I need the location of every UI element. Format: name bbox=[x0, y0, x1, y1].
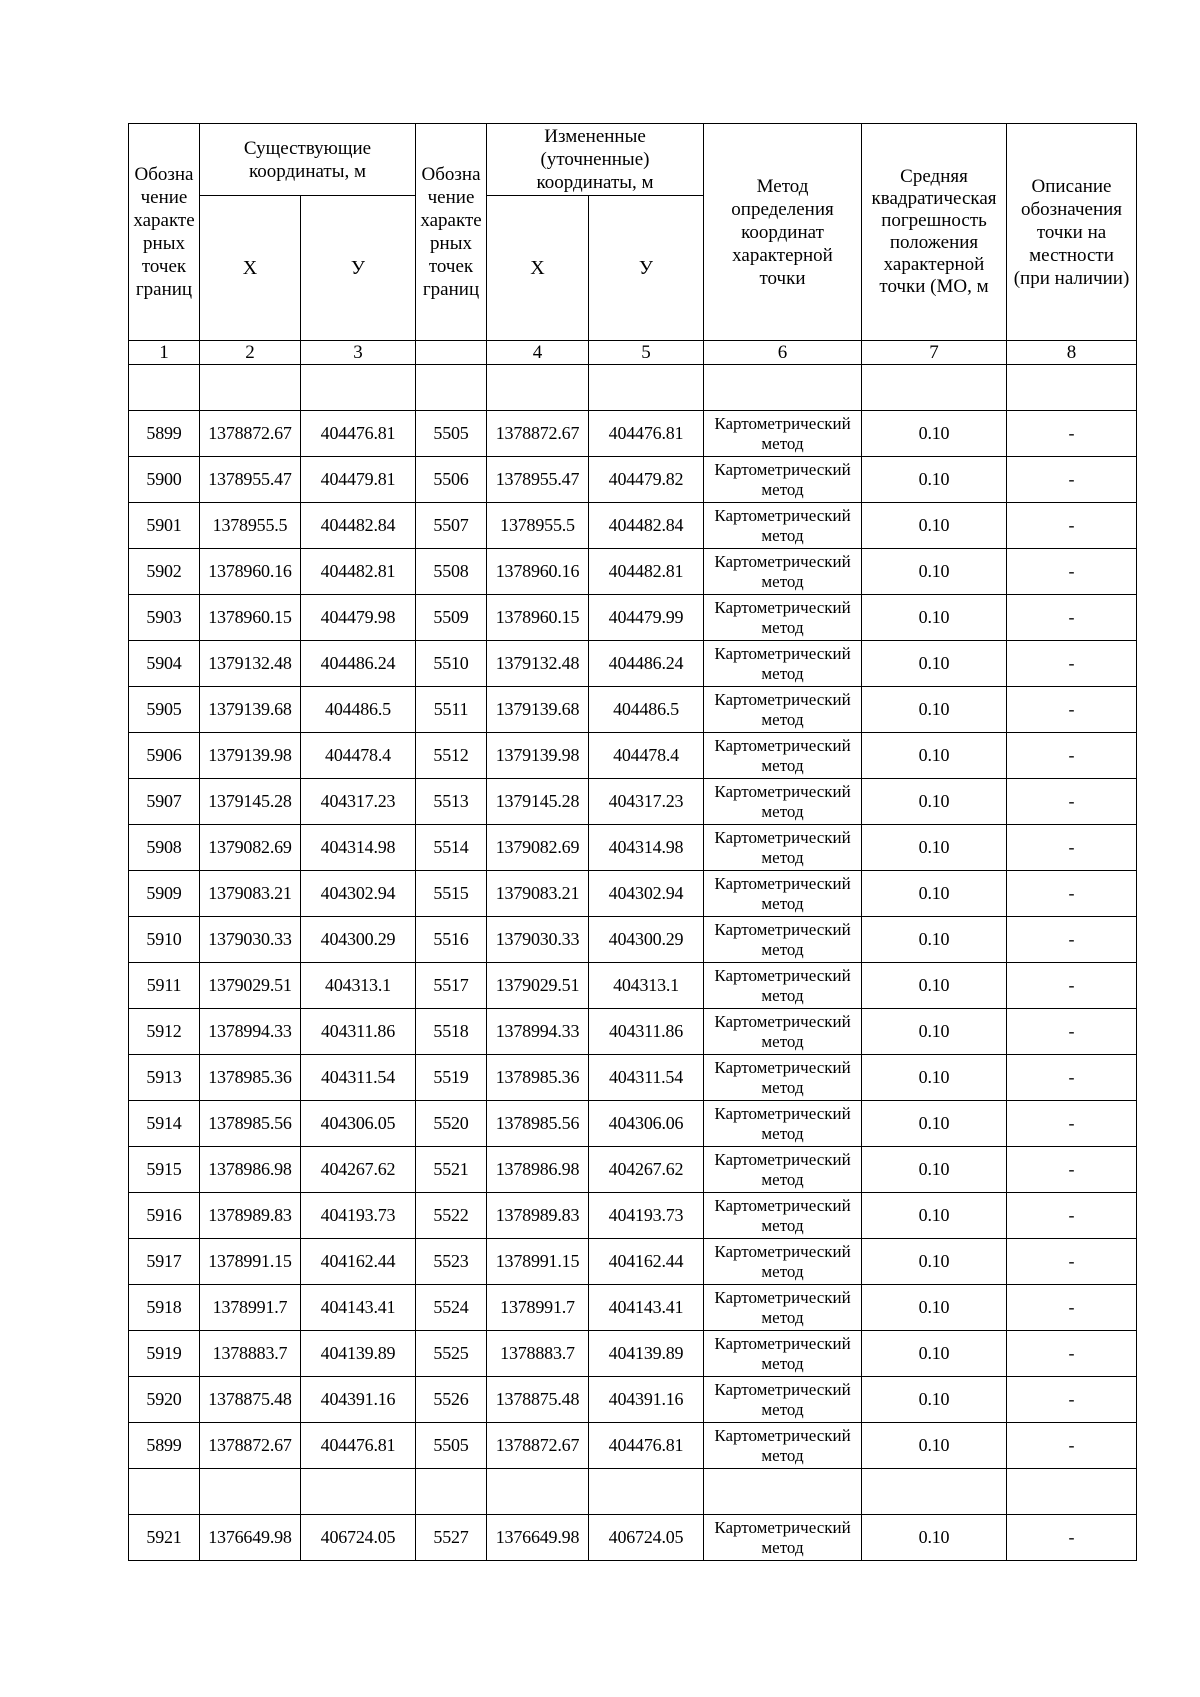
existing-x-value: 1378994.33 bbox=[200, 1009, 301, 1055]
column-number: 8 bbox=[1007, 341, 1137, 365]
header-existing-x: X bbox=[200, 196, 301, 341]
method-value: Картометрический метод bbox=[704, 1147, 862, 1193]
changed-x-value: 1378960.15 bbox=[487, 595, 589, 641]
point-number: 5904 bbox=[129, 641, 200, 687]
header-changed-coordinates: Измененные (уточненные) координаты, м bbox=[487, 124, 704, 196]
section-separator-row bbox=[129, 365, 1137, 411]
mean-error-value: 0.10 bbox=[862, 733, 1007, 779]
changed-y-value: 404302.94 bbox=[589, 871, 704, 917]
empty-cell bbox=[487, 365, 589, 411]
changed-y-value: 404476.81 bbox=[589, 411, 704, 457]
point-number: 5910 bbox=[129, 917, 200, 963]
description-value: - bbox=[1007, 1055, 1137, 1101]
changed-x-value: 1376649.98 bbox=[487, 1515, 589, 1561]
mean-error-value: 0.10 bbox=[862, 963, 1007, 1009]
existing-y-value: 404486.5 bbox=[301, 687, 416, 733]
table-row bbox=[129, 549, 1137, 595]
changed-point-number: 5519 bbox=[416, 1055, 487, 1101]
table-row bbox=[129, 1009, 1137, 1055]
description-value: - bbox=[1007, 1193, 1137, 1239]
table-row bbox=[129, 917, 1137, 963]
existing-y-value: 404143.41 bbox=[301, 1285, 416, 1331]
existing-x-value: 1379082.69 bbox=[200, 825, 301, 871]
changed-x-value: 1378985.36 bbox=[487, 1055, 589, 1101]
changed-y-value: 404306.06 bbox=[589, 1101, 704, 1147]
mean-error-value: 0.10 bbox=[862, 1239, 1007, 1285]
changed-x-value: 1378994.33 bbox=[487, 1009, 589, 1055]
header-method: Метод определения координат характерной точки bbox=[704, 124, 862, 341]
changed-x-value: 1378872.67 bbox=[487, 1423, 589, 1469]
changed-x-value: 1379029.51 bbox=[487, 963, 589, 1009]
table-row bbox=[129, 1331, 1137, 1377]
changed-point-number: 5518 bbox=[416, 1009, 487, 1055]
method-value: Картометрический метод bbox=[704, 1009, 862, 1055]
table-row bbox=[129, 503, 1137, 549]
method-value: Картометрический метод bbox=[704, 733, 862, 779]
description-value: - bbox=[1007, 963, 1137, 1009]
existing-y-value: 404314.98 bbox=[301, 825, 416, 871]
existing-x-value: 1376649.98 bbox=[200, 1515, 301, 1561]
description-value: - bbox=[1007, 1239, 1137, 1285]
header-description: Описание обозначения точки на местности (при наличии) bbox=[1007, 124, 1137, 341]
empty-cell bbox=[862, 365, 1007, 411]
point-number: 5902 bbox=[129, 549, 200, 595]
description-value: - bbox=[1007, 687, 1137, 733]
description-value: - bbox=[1007, 1101, 1137, 1147]
existing-x-value: 1378991.15 bbox=[200, 1239, 301, 1285]
existing-y-value: 404482.81 bbox=[301, 549, 416, 595]
point-number: 5909 bbox=[129, 871, 200, 917]
changed-y-value: 404317.23 bbox=[589, 779, 704, 825]
changed-y-value: 406724.05 bbox=[589, 1515, 704, 1561]
existing-y-value: 404139.89 bbox=[301, 1331, 416, 1377]
existing-y-value: 404311.54 bbox=[301, 1055, 416, 1101]
changed-x-value: 1379082.69 bbox=[487, 825, 589, 871]
mean-error-value: 0.10 bbox=[862, 687, 1007, 733]
changed-point-number: 5524 bbox=[416, 1285, 487, 1331]
changed-x-value: 1378883.7 bbox=[487, 1331, 589, 1377]
description-value: - bbox=[1007, 1147, 1137, 1193]
existing-x-value: 1378986.98 bbox=[200, 1147, 301, 1193]
existing-x-value: 1378960.15 bbox=[200, 595, 301, 641]
existing-x-value: 1379030.33 bbox=[200, 917, 301, 963]
mean-error-value: 0.10 bbox=[862, 1331, 1007, 1377]
empty-cell bbox=[589, 1469, 704, 1515]
table-row bbox=[129, 871, 1137, 917]
empty-cell bbox=[200, 1469, 301, 1515]
changed-y-value: 404479.99 bbox=[589, 595, 704, 641]
changed-point-number: 5523 bbox=[416, 1239, 487, 1285]
method-value: Картометрический метод bbox=[704, 411, 862, 457]
method-value: Картометрический метод bbox=[704, 963, 862, 1009]
changed-y-value: 404162.44 bbox=[589, 1239, 704, 1285]
header-point-designation-changed: Обозна чение характе рных точек границ bbox=[416, 124, 487, 341]
empty-cell bbox=[416, 365, 487, 411]
table-row bbox=[129, 1101, 1137, 1147]
point-number: 5900 bbox=[129, 457, 200, 503]
header-existing-y: У bbox=[301, 196, 416, 341]
changed-point-number: 5516 bbox=[416, 917, 487, 963]
changed-point-number: 5505 bbox=[416, 411, 487, 457]
method-value: Картометрический метод bbox=[704, 687, 862, 733]
method-value: Картометрический метод bbox=[704, 1515, 862, 1561]
method-value: Картометрический метод bbox=[704, 1377, 862, 1423]
existing-x-value: 1378985.56 bbox=[200, 1101, 301, 1147]
header-point-designation: Обозна чение характе рных точек границ bbox=[129, 124, 200, 341]
point-number: 5911 bbox=[129, 963, 200, 1009]
changed-point-number: 5510 bbox=[416, 641, 487, 687]
description-value: - bbox=[1007, 641, 1137, 687]
changed-x-value: 1378872.67 bbox=[487, 411, 589, 457]
changed-y-value: 404311.54 bbox=[589, 1055, 704, 1101]
header-existing-coordinates: Существующие координаты, м bbox=[200, 124, 416, 196]
changed-point-number: 5513 bbox=[416, 779, 487, 825]
changed-x-value: 1378986.98 bbox=[487, 1147, 589, 1193]
mean-error-value: 0.10 bbox=[862, 1055, 1007, 1101]
mean-error-value: 0.10 bbox=[862, 779, 1007, 825]
description-value: - bbox=[1007, 1515, 1137, 1561]
empty-cell bbox=[704, 365, 862, 411]
column-number: 2 bbox=[200, 341, 301, 365]
table-row bbox=[129, 1239, 1137, 1285]
empty-cell bbox=[862, 1469, 1007, 1515]
changed-x-value: 1379145.28 bbox=[487, 779, 589, 825]
existing-x-value: 1379139.98 bbox=[200, 733, 301, 779]
description-value: - bbox=[1007, 411, 1137, 457]
existing-y-value: 404317.23 bbox=[301, 779, 416, 825]
method-value: Картометрический метод bbox=[704, 871, 862, 917]
changed-y-value: 404482.84 bbox=[589, 503, 704, 549]
column-number: 4 bbox=[487, 341, 589, 365]
mean-error-value: 0.10 bbox=[862, 1101, 1007, 1147]
point-number: 5912 bbox=[129, 1009, 200, 1055]
existing-y-value: 404302.94 bbox=[301, 871, 416, 917]
mean-error-value: 0.10 bbox=[862, 503, 1007, 549]
mean-error-value: 0.10 bbox=[862, 1515, 1007, 1561]
table-row bbox=[129, 1193, 1137, 1239]
mean-error-value: 0.10 bbox=[862, 917, 1007, 963]
changed-x-value: 1379139.68 bbox=[487, 687, 589, 733]
changed-x-value: 1378960.16 bbox=[487, 549, 589, 595]
point-number: 5913 bbox=[129, 1055, 200, 1101]
point-number: 5916 bbox=[129, 1193, 200, 1239]
changed-x-value: 1379139.98 bbox=[487, 733, 589, 779]
description-value: - bbox=[1007, 917, 1137, 963]
changed-y-value: 404313.1 bbox=[589, 963, 704, 1009]
column-number: 7 bbox=[862, 341, 1007, 365]
header-changed-y: У bbox=[589, 196, 704, 341]
existing-y-value: 404476.81 bbox=[301, 411, 416, 457]
mean-error-value: 0.10 bbox=[862, 549, 1007, 595]
method-value: Картометрический метод bbox=[704, 1423, 862, 1469]
empty-cell bbox=[589, 365, 704, 411]
existing-x-value: 1378875.48 bbox=[200, 1377, 301, 1423]
mean-error-value: 0.10 bbox=[862, 1285, 1007, 1331]
changed-point-number: 5520 bbox=[416, 1101, 487, 1147]
changed-point-number: 5514 bbox=[416, 825, 487, 871]
table-row bbox=[129, 1515, 1137, 1561]
changed-point-number: 5525 bbox=[416, 1331, 487, 1377]
changed-point-number: 5508 bbox=[416, 549, 487, 595]
point-number: 5920 bbox=[129, 1377, 200, 1423]
changed-point-number: 5522 bbox=[416, 1193, 487, 1239]
method-value: Картометрический метод bbox=[704, 825, 862, 871]
method-value: Картометрический метод bbox=[704, 503, 862, 549]
existing-y-value: 404478.4 bbox=[301, 733, 416, 779]
table-row bbox=[129, 825, 1137, 871]
empty-cell bbox=[487, 1469, 589, 1515]
point-number: 5901 bbox=[129, 503, 200, 549]
description-value: - bbox=[1007, 825, 1137, 871]
description-value: - bbox=[1007, 1009, 1137, 1055]
table-row bbox=[129, 779, 1137, 825]
changed-point-number: 5509 bbox=[416, 595, 487, 641]
mean-error-value: 0.10 bbox=[862, 1009, 1007, 1055]
changed-x-value: 1379083.21 bbox=[487, 871, 589, 917]
changed-x-value: 1379030.33 bbox=[487, 917, 589, 963]
changed-x-value: 1378955.5 bbox=[487, 503, 589, 549]
empty-cell bbox=[416, 1469, 487, 1515]
description-value: - bbox=[1007, 549, 1137, 595]
changed-y-value: 404143.41 bbox=[589, 1285, 704, 1331]
mean-error-value: 0.10 bbox=[862, 871, 1007, 917]
existing-x-value: 1379083.21 bbox=[200, 871, 301, 917]
point-number: 5918 bbox=[129, 1285, 200, 1331]
table-row bbox=[129, 687, 1137, 733]
changed-y-value: 404482.81 bbox=[589, 549, 704, 595]
changed-x-value: 1378991.15 bbox=[487, 1239, 589, 1285]
empty-cell bbox=[200, 365, 301, 411]
existing-x-value: 1379132.48 bbox=[200, 641, 301, 687]
existing-y-value: 404313.1 bbox=[301, 963, 416, 1009]
changed-y-value: 404391.16 bbox=[589, 1377, 704, 1423]
column-numbers-row bbox=[129, 341, 1137, 365]
method-value: Картометрический метод bbox=[704, 1193, 862, 1239]
mean-error-value: 0.10 bbox=[862, 825, 1007, 871]
mean-error-value: 0.10 bbox=[862, 411, 1007, 457]
point-number: 5906 bbox=[129, 733, 200, 779]
point-number: 5915 bbox=[129, 1147, 200, 1193]
existing-y-value: 404193.73 bbox=[301, 1193, 416, 1239]
changed-point-number: 5512 bbox=[416, 733, 487, 779]
column-number: 1 bbox=[129, 341, 200, 365]
method-value: Картометрический метод bbox=[704, 1331, 862, 1377]
changed-y-value: 404476.81 bbox=[589, 1423, 704, 1469]
point-number: 5907 bbox=[129, 779, 200, 825]
changed-x-value: 1378955.47 bbox=[487, 457, 589, 503]
existing-x-value: 1379139.68 bbox=[200, 687, 301, 733]
changed-point-number: 5517 bbox=[416, 963, 487, 1009]
existing-y-value: 404391.16 bbox=[301, 1377, 416, 1423]
existing-x-value: 1378872.67 bbox=[200, 1423, 301, 1469]
changed-point-number: 5526 bbox=[416, 1377, 487, 1423]
table-row bbox=[129, 1377, 1137, 1423]
description-value: - bbox=[1007, 457, 1137, 503]
changed-y-value: 404267.62 bbox=[589, 1147, 704, 1193]
changed-y-value: 404486.5 bbox=[589, 687, 704, 733]
column-number bbox=[416, 341, 487, 365]
existing-y-value: 404476.81 bbox=[301, 1423, 416, 1469]
method-value: Картометрический метод bbox=[704, 457, 862, 503]
changed-y-value: 404479.82 bbox=[589, 457, 704, 503]
existing-x-value: 1379029.51 bbox=[200, 963, 301, 1009]
changed-point-number: 5511 bbox=[416, 687, 487, 733]
empty-cell bbox=[129, 1469, 200, 1515]
changed-x-value: 1379132.48 bbox=[487, 641, 589, 687]
description-value: - bbox=[1007, 503, 1137, 549]
empty-cell bbox=[301, 365, 416, 411]
changed-x-value: 1378875.48 bbox=[487, 1377, 589, 1423]
changed-y-value: 404314.98 bbox=[589, 825, 704, 871]
changed-point-number: 5521 bbox=[416, 1147, 487, 1193]
changed-y-value: 404139.89 bbox=[589, 1331, 704, 1377]
method-value: Картометрический метод bbox=[704, 1101, 862, 1147]
header-row-top bbox=[129, 124, 1137, 196]
method-value: Картометрический метод bbox=[704, 595, 862, 641]
coordinates-table bbox=[128, 123, 1137, 1561]
column-number: 5 bbox=[589, 341, 704, 365]
point-number: 5919 bbox=[129, 1331, 200, 1377]
empty-cell bbox=[704, 1469, 862, 1515]
table-row bbox=[129, 1285, 1137, 1331]
existing-y-value: 406724.05 bbox=[301, 1515, 416, 1561]
mean-error-value: 0.10 bbox=[862, 1423, 1007, 1469]
table-row bbox=[129, 595, 1137, 641]
table-header bbox=[129, 124, 1137, 365]
table-row bbox=[129, 641, 1137, 687]
existing-y-value: 404267.62 bbox=[301, 1147, 416, 1193]
method-value: Картометрический метод bbox=[704, 1285, 862, 1331]
existing-y-value: 404306.05 bbox=[301, 1101, 416, 1147]
header-changed-x: X bbox=[487, 196, 589, 341]
method-value: Картометрический метод bbox=[704, 549, 862, 595]
changed-point-number: 5505 bbox=[416, 1423, 487, 1469]
mean-error-value: 0.10 bbox=[862, 595, 1007, 641]
point-number: 5914 bbox=[129, 1101, 200, 1147]
existing-y-value: 404162.44 bbox=[301, 1239, 416, 1285]
description-value: - bbox=[1007, 1377, 1137, 1423]
changed-y-value: 404486.24 bbox=[589, 641, 704, 687]
existing-y-value: 404479.81 bbox=[301, 457, 416, 503]
existing-x-value: 1378883.7 bbox=[200, 1331, 301, 1377]
header-mean-error: Средняя квадратическая погрешность положения характерной точки (МО, м bbox=[862, 124, 1007, 341]
changed-x-value: 1378991.7 bbox=[487, 1285, 589, 1331]
existing-x-value: 1378985.36 bbox=[200, 1055, 301, 1101]
existing-x-value: 1378955.47 bbox=[200, 457, 301, 503]
existing-x-value: 1378955.5 bbox=[200, 503, 301, 549]
method-value: Картометрический метод bbox=[704, 1239, 862, 1285]
point-number: 5903 bbox=[129, 595, 200, 641]
changed-y-value: 404300.29 bbox=[589, 917, 704, 963]
changed-x-value: 1378985.56 bbox=[487, 1101, 589, 1147]
existing-x-value: 1378989.83 bbox=[200, 1193, 301, 1239]
empty-cell bbox=[301, 1469, 416, 1515]
description-value: - bbox=[1007, 733, 1137, 779]
mean-error-value: 0.10 bbox=[862, 1193, 1007, 1239]
changed-point-number: 5506 bbox=[416, 457, 487, 503]
empty-cell bbox=[129, 365, 200, 411]
existing-y-value: 404311.86 bbox=[301, 1009, 416, 1055]
table-row bbox=[129, 411, 1137, 457]
table-row bbox=[129, 1055, 1137, 1101]
existing-y-value: 404300.29 bbox=[301, 917, 416, 963]
changed-x-value: 1378989.83 bbox=[487, 1193, 589, 1239]
column-number: 3 bbox=[301, 341, 416, 365]
method-value: Картометрический метод bbox=[704, 779, 862, 825]
changed-y-value: 404311.86 bbox=[589, 1009, 704, 1055]
table-row bbox=[129, 963, 1137, 1009]
mean-error-value: 0.10 bbox=[862, 641, 1007, 687]
existing-y-value: 404486.24 bbox=[301, 641, 416, 687]
description-value: - bbox=[1007, 1331, 1137, 1377]
table-row bbox=[129, 1423, 1137, 1469]
column-number: 6 bbox=[704, 341, 862, 365]
existing-x-value: 1378991.7 bbox=[200, 1285, 301, 1331]
method-value: Картометрический метод bbox=[704, 917, 862, 963]
changed-point-number: 5527 bbox=[416, 1515, 487, 1561]
changed-point-number: 5515 bbox=[416, 871, 487, 917]
table-body bbox=[129, 365, 1137, 1561]
section-separator-row bbox=[129, 1469, 1137, 1515]
method-value: Картометрический метод bbox=[704, 641, 862, 687]
point-number: 5917 bbox=[129, 1239, 200, 1285]
table-row bbox=[129, 457, 1137, 503]
changed-point-number: 5507 bbox=[416, 503, 487, 549]
point-number: 5921 bbox=[129, 1515, 200, 1561]
mean-error-value: 0.10 bbox=[862, 1377, 1007, 1423]
mean-error-value: 0.10 bbox=[862, 1147, 1007, 1193]
existing-x-value: 1379145.28 bbox=[200, 779, 301, 825]
changed-y-value: 404478.4 bbox=[589, 733, 704, 779]
description-value: - bbox=[1007, 1285, 1137, 1331]
point-number: 5899 bbox=[129, 1423, 200, 1469]
changed-y-value: 404193.73 bbox=[589, 1193, 704, 1239]
table-row bbox=[129, 1147, 1137, 1193]
mean-error-value: 0.10 bbox=[862, 457, 1007, 503]
point-number: 5905 bbox=[129, 687, 200, 733]
point-number: 5899 bbox=[129, 411, 200, 457]
description-value: - bbox=[1007, 1423, 1137, 1469]
method-value: Картометрический метод bbox=[704, 1055, 862, 1101]
existing-y-value: 404479.98 bbox=[301, 595, 416, 641]
description-value: - bbox=[1007, 595, 1137, 641]
empty-cell bbox=[1007, 1469, 1137, 1515]
existing-x-value: 1378960.16 bbox=[200, 549, 301, 595]
existing-y-value: 404482.84 bbox=[301, 503, 416, 549]
existing-x-value: 1378872.67 bbox=[200, 411, 301, 457]
table-row bbox=[129, 733, 1137, 779]
description-value: - bbox=[1007, 871, 1137, 917]
point-number: 5908 bbox=[129, 825, 200, 871]
description-value: - bbox=[1007, 779, 1137, 825]
empty-cell bbox=[1007, 365, 1137, 411]
